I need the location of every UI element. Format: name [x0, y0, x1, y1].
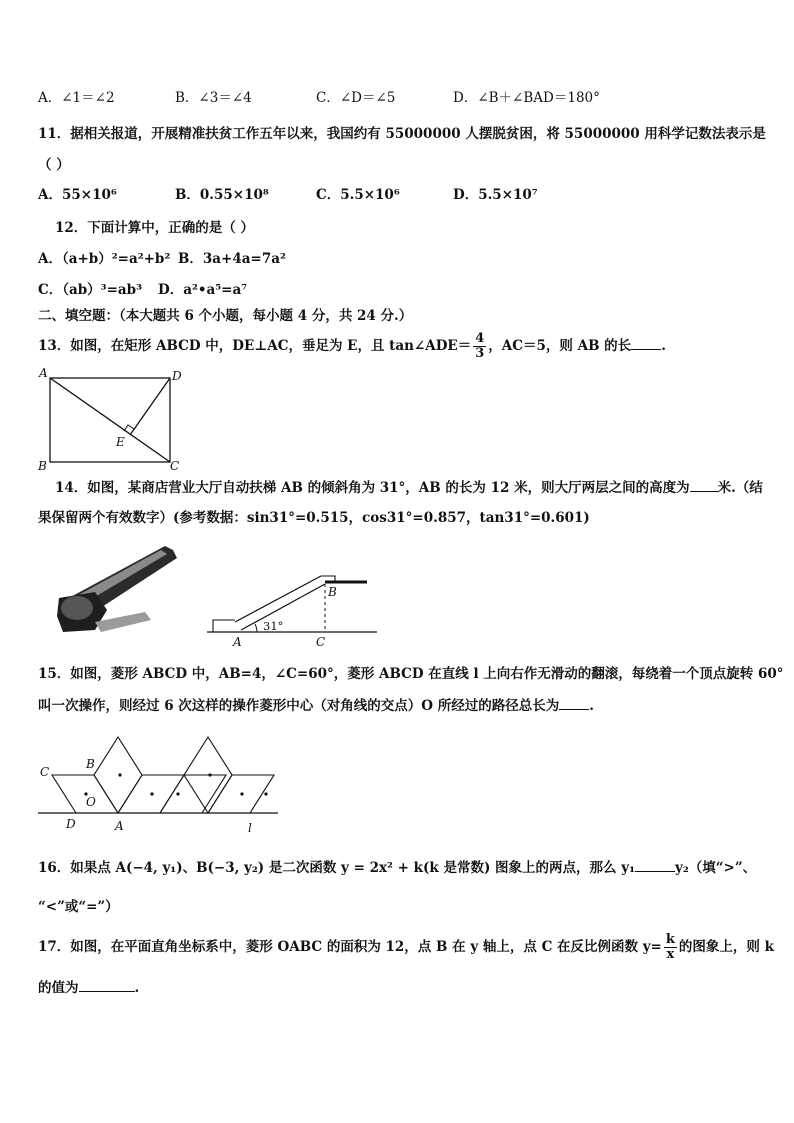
q13-figure [36, 366, 186, 476]
q15-label-d: D [66, 817, 76, 831]
q15-stem-line1: 15．如图，菱形 ABCD 中，AB=4，∠C=60°，菱形 ABCD 在直线 l 上向右作无滑动的翻滚，每绕着一个顶点旋转 60° [38, 666, 784, 682]
section-heading: 二、填空题：（本大题共 6 个小题，每小题 4 分，共 24 分.） [38, 308, 413, 324]
q15-label-l: l [248, 821, 252, 835]
q14-stem-line2: 果保留两个有效数字）(参考数据：sin31°=0.515，cos31°=0.857，tan31°=0.601) [38, 510, 590, 526]
q17-stem-line1 [38, 932, 774, 962]
q17-answer-blank[interactable] [79, 977, 135, 992]
q14-text-1-end: 米.（结 [717, 480, 763, 496]
q17-text-end: . [134, 980, 140, 996]
q11-paren: （ ） [38, 157, 70, 173]
q13-label-c: C [170, 459, 180, 473]
q15-center-3 [150, 792, 153, 795]
q10-option-a: A．∠1＝∠2 [38, 90, 115, 106]
q14-escalator-lower [235, 576, 321, 622]
q13-label-d: D [172, 369, 182, 383]
q15-figure [36, 732, 281, 838]
q16-answer-blank[interactable] [635, 857, 675, 872]
q14-text-1: 14．如图，某商店营业大厅自动扶梯 AB 的倾斜角为 31°，AB 的长为 12 米，则大厅两层之间的高度为 [55, 480, 690, 496]
q14-label-a: A [233, 635, 242, 649]
q15-label-a: A [115, 819, 124, 833]
q15-center-5 [208, 773, 211, 776]
q14-label-c: C [316, 635, 326, 649]
q15-stem-line2 [38, 695, 594, 716]
q16-stem-line1 [38, 857, 756, 878]
q17-stem-line2 [38, 977, 139, 998]
q12-option-d: D．a²•a⁵=a⁷ [158, 282, 248, 298]
q12-option-a: A．（a+b）²=a²+b² [38, 251, 171, 267]
q15-center-2 [118, 773, 121, 776]
q13-fraction [473, 332, 486, 361]
q15-answer-blank[interactable] [559, 695, 589, 710]
q14-bottom-step [213, 620, 235, 632]
q15-label-c: C [40, 765, 50, 779]
escalator-photo [55, 540, 180, 638]
q15-label-o: O [86, 795, 96, 809]
q10-option-b: B．∠3＝∠4 [175, 90, 252, 106]
escalator-wheel [61, 596, 93, 620]
q15-center-6 [240, 792, 243, 795]
q15-center-4 [176, 792, 179, 795]
q14-angle-arc [255, 624, 257, 632]
q15-center-7 [264, 792, 267, 795]
q17-fraction [664, 933, 677, 962]
q11-option-a: A．55×10⁶ [38, 187, 117, 203]
q17-frac-den: x [666, 947, 675, 962]
q13-label-a: A [39, 366, 48, 380]
q14-diagram [205, 566, 380, 652]
q14-stem-line1 [55, 477, 763, 498]
q13-label-e: E [116, 435, 125, 449]
q13-frac-den: 3 [475, 346, 485, 361]
q13-frac-num: 4 [475, 331, 485, 346]
q17-text-post: 的图象上，则 k [678, 939, 774, 955]
q14-answer-blank[interactable] [690, 477, 718, 492]
q13-label-b: B [38, 459, 47, 473]
q13-diagonal-ac [50, 378, 170, 462]
q11-option-b: B．0.55×10⁸ [175, 187, 269, 203]
q11-option-d: D．5.5×10⁷ [453, 187, 538, 203]
q12-option-c: C．（ab）³=ab³ [38, 282, 143, 298]
q16-text-post: y₂（填“>”、 [675, 860, 757, 876]
q15-rhombus-4 [160, 775, 226, 813]
q17-frac-num: k [665, 932, 675, 947]
q14-label-b: B [328, 585, 337, 599]
q13-text-end: . [661, 338, 666, 354]
q13-segment-de [130, 378, 170, 435]
q13-text-pre: 13．如图，在矩形 ABCD 中，DE⊥AC，垂足为 E，且 tan∠ADE＝ [38, 338, 472, 354]
q15-text-end: . [589, 698, 594, 714]
q13-text-post: ，AC＝5，则 AB 的长 [488, 338, 632, 354]
q11-option-c: C．5.5×10⁶ [316, 187, 400, 203]
q15-rhombus-2 [94, 737, 142, 813]
q17-text-pre: 17．如图，在平面直角坐标系中，菱形 OABC 的面积为 12，点 B 在 y 轴上，点 C 在反比例函数 y= [38, 939, 662, 955]
q15-text-2: 叫一次操作，则经过 6 次这样的操作菱形中心（对角线的交点）O 所经过的路径总长为 [38, 698, 560, 714]
q15-label-b: B [86, 757, 95, 771]
q12-stem: 12．下面计算中，正确的是（ ） [55, 220, 254, 236]
q13-answer-blank[interactable] [631, 335, 661, 350]
q16-stem-line2: “<”或“=”） [38, 899, 119, 915]
q10-option-d: D．∠B＋∠BAD＝180° [453, 90, 600, 106]
q17-text-2: 的值为 [38, 980, 79, 996]
q14-angle-label: 31° [263, 619, 284, 633]
q13-stem [38, 331, 666, 361]
q12-option-b: B．3a+4a=7a² [178, 251, 286, 267]
q10-option-c: C．∠D＝∠5 [316, 90, 396, 106]
q11-stem: 11．据相关报道，开展精准扶贫工作五年以来，我国约有 55000000 人摆脱贫困，将 55000000 用科学记数法表示是 [38, 126, 766, 142]
q16-text-pre: 16．如果点 A(−4, y₁)、B(−3, y₂) 是二次函数 y = 2x² + k(k 是常数) 图象上的两点，那么 y₁ [38, 860, 636, 876]
